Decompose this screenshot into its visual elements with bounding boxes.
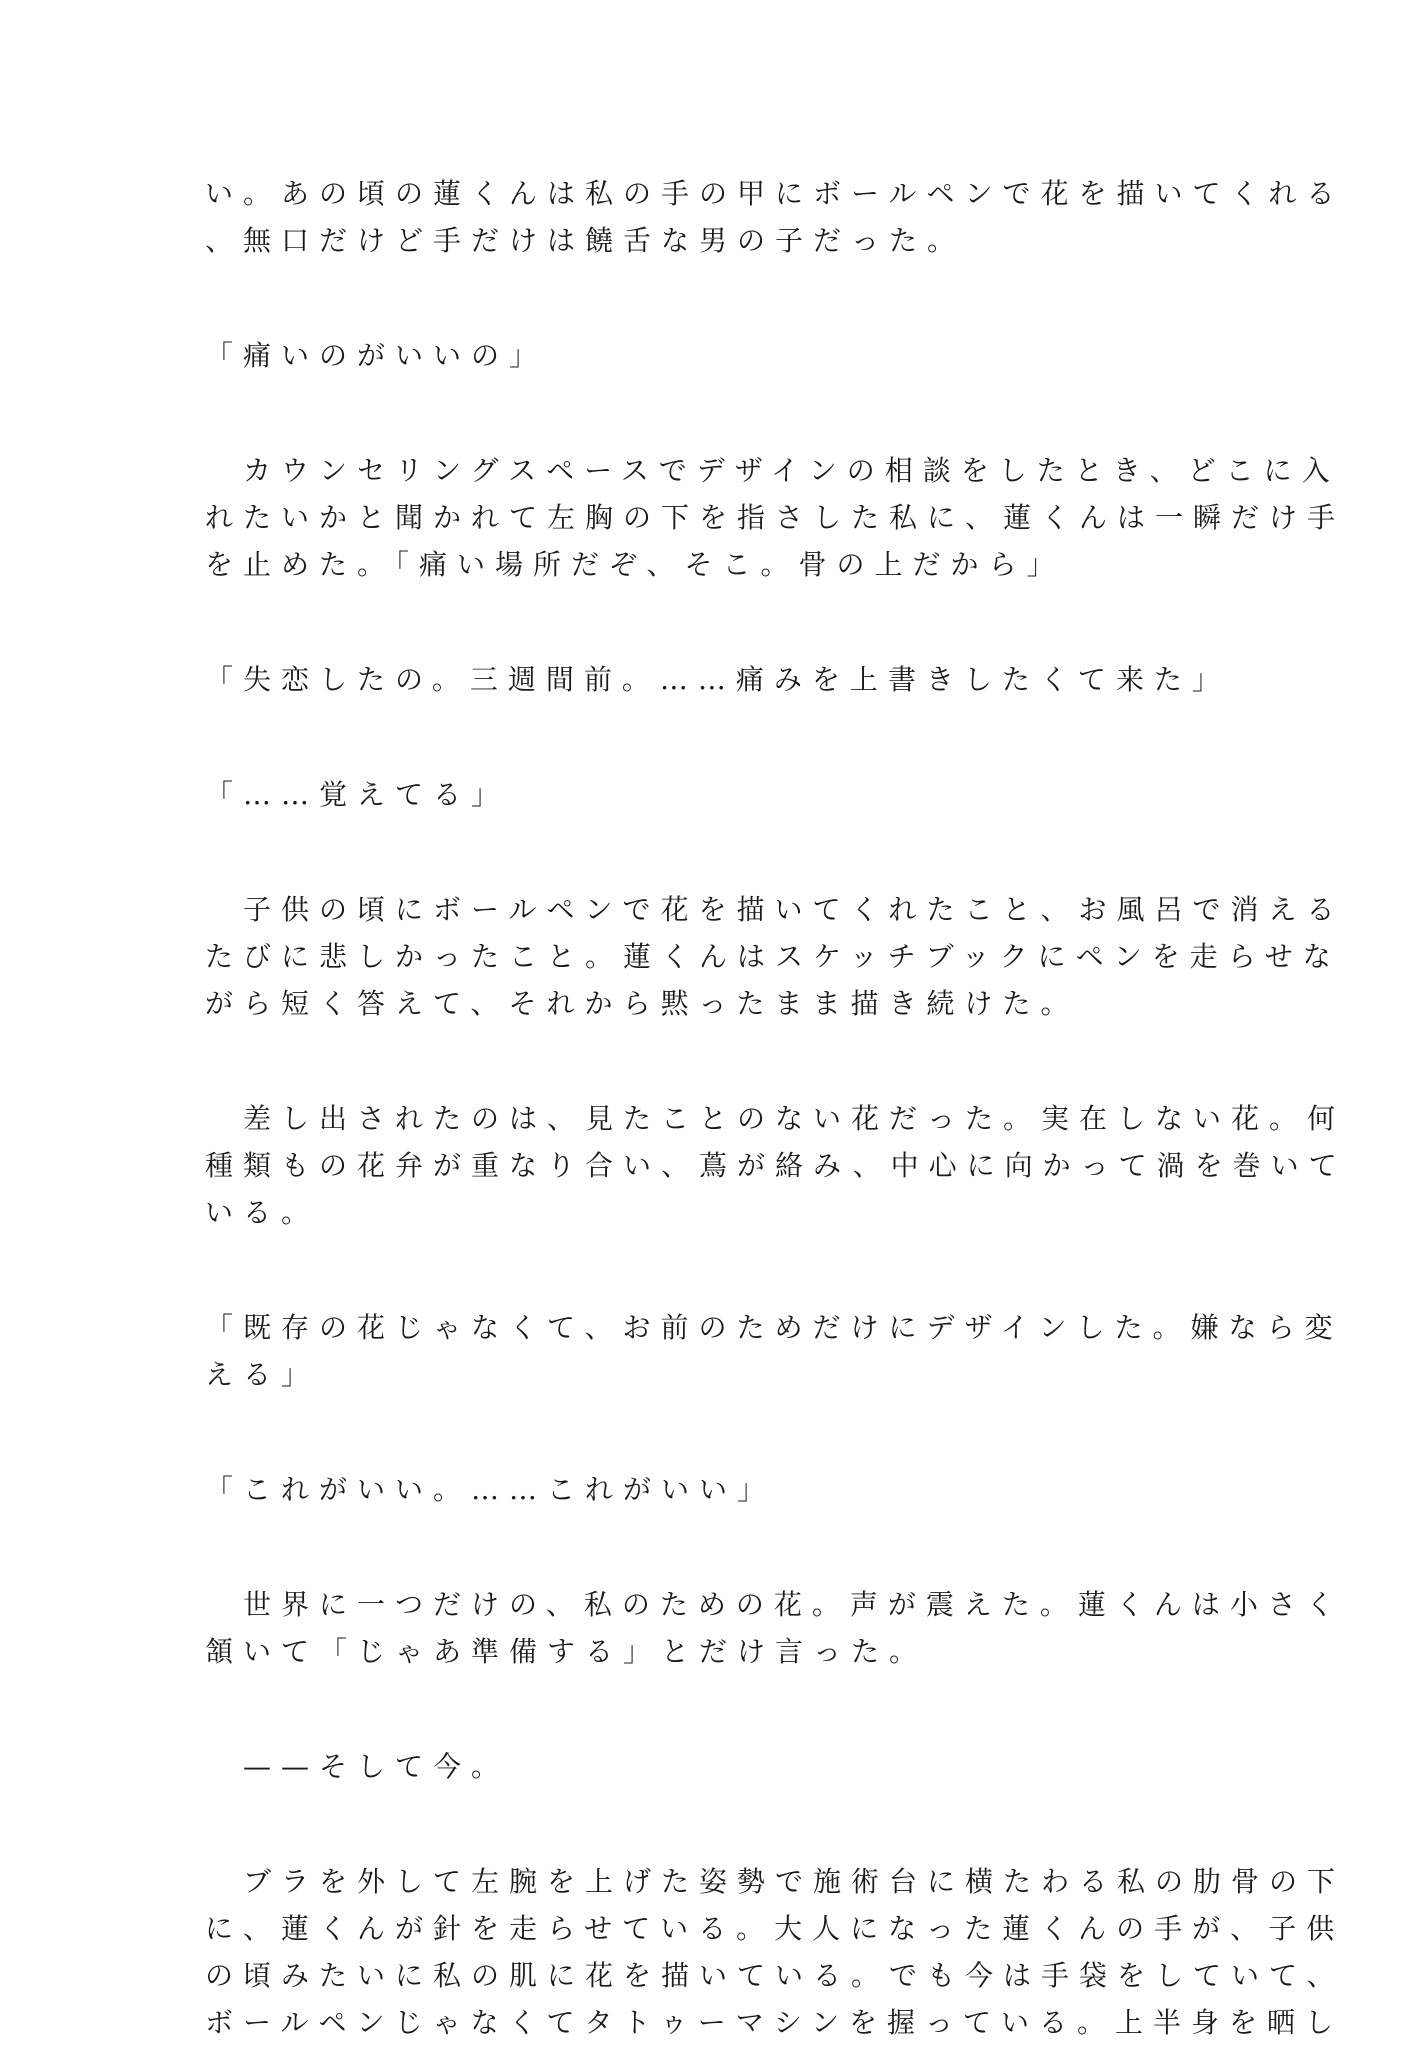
text-line: い。あの頃の蓮くんは私の手の甲にボールペンで花を描いてくれる	[205, 177, 1345, 210]
text-line: える」	[205, 1358, 320, 1391]
text-line: 「……覚えてる」	[205, 778, 510, 811]
text-line: の頃みたいに私の肌に花を描いている。でも今は手袋をしていて、	[205, 1959, 1345, 1992]
text-line: ブラを外して左腕を上げた姿勢で施術台に横たわる私の肋骨の下	[205, 1865, 1346, 1898]
text-line: れたいかと聞かれて左胸の下を指さした私に、蓮くんは一瞬だけ手	[205, 501, 1346, 534]
text-line: 種類もの花弁が重なり合い、蔦が絡み、中心に向かって渦を巻いて	[205, 1149, 1347, 1182]
text-line: 頷いて「じゃあ準備する」とだけ言った。	[205, 1635, 928, 1668]
text-line: いる。	[205, 1196, 320, 1229]
paragraph	[205, 170, 1345, 264]
paragraph	[205, 1095, 1347, 1236]
text-line: 「これがいい。……これがいい」	[205, 1473, 776, 1506]
paragraph	[205, 886, 1345, 1027]
paragraph-gap	[205, 264, 1215, 332]
text-line: カウンセリングスペースでデザインの相談をしたとき、どこに入	[205, 454, 1340, 487]
text-line: 世界に一つだけの、私のための花。声が震えた。蓮くんは小さく	[205, 1588, 1344, 1621]
paragraph	[205, 771, 1215, 818]
paragraph	[205, 332, 1215, 379]
paragraph	[205, 1581, 1344, 1675]
text-line: 「痛いのがいいの」	[205, 339, 548, 372]
paragraph-gap	[205, 1236, 1215, 1304]
paragraph-gap	[205, 1513, 1215, 1581]
paragraph-gap	[205, 818, 1215, 886]
text-line: を止めた。「痛い場所だぞ、そこ。骨の上だから」	[205, 548, 1065, 581]
text-line: 「既存の花じゃなくて、お前のためだけにデザインした。嫌なら変	[205, 1311, 1343, 1344]
paragraph	[205, 1466, 1215, 1513]
paragraph	[205, 447, 1346, 588]
text-line: ボールペンじゃなくてタトゥーマシンを握っている。上半身を晒し	[205, 2006, 1344, 2039]
paragraph-gap	[205, 1790, 1215, 1858]
paragraph	[205, 1743, 1215, 1790]
text-line: 差し出されたのは、見たことのない花だった。実在しない花。何	[205, 1102, 1346, 1135]
paragraph-gap	[205, 1398, 1215, 1466]
novel-text-body	[205, 170, 1347, 2046]
text-line: 、無口だけど手だけは饒舌な男の子だった。	[205, 224, 966, 257]
text-line: に、蓮くんが針を走らせている。大人になった蓮くんの手が、子供	[205, 1912, 1345, 1945]
text-line: 「失恋したの。三週間前。……痛みを上書きしたくて来た」	[205, 663, 1230, 696]
text-line: 子供の頃にボールペンで花を描いてくれたこと、お風呂で消える	[205, 893, 1345, 926]
paragraph-gap	[205, 379, 1215, 447]
text-line: がら短く答えて、それから黙ったまま描き続けた。	[205, 987, 1079, 1020]
paragraph-gap	[205, 703, 1215, 771]
paragraph-gap	[205, 588, 1215, 656]
paragraph	[205, 1858, 1346, 2046]
paragraph	[205, 1304, 1343, 1398]
text-line: たびに悲しかったこと。蓮くんはスケッチブックにペンを走らせな	[205, 940, 1341, 973]
text-line: ——そして今。	[205, 1750, 510, 1783]
paragraph-gap	[205, 1027, 1215, 1095]
paragraph	[205, 656, 1230, 703]
paragraph-gap	[205, 1675, 1215, 1743]
